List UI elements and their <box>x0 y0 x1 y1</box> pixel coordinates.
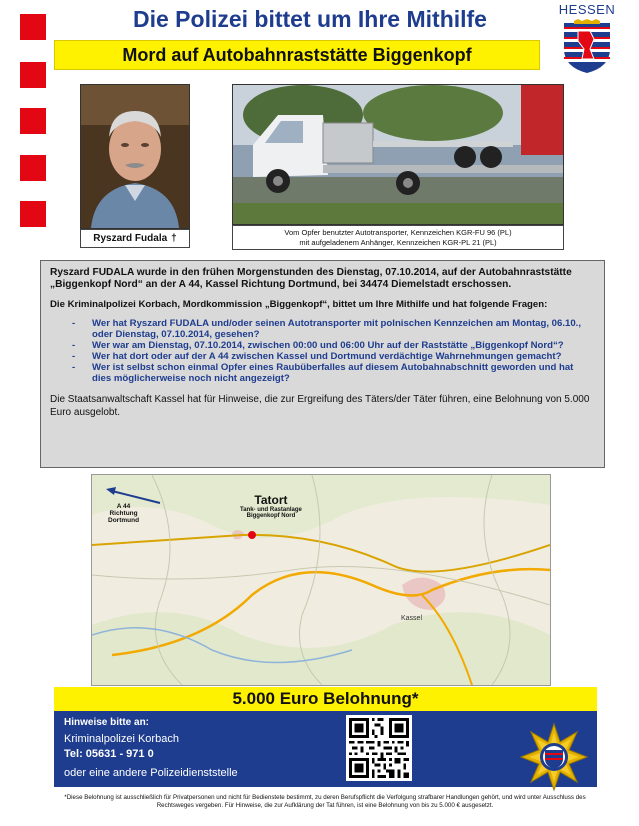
vehicle-caption-line-1: Vom Opfer benutzter Autotransporter, Kennzeichen KGR-FU 96 (PL) <box>284 228 512 237</box>
map-city-label: Kassel <box>401 615 423 622</box>
qr-code-icon[interactable] <box>346 715 412 781</box>
list-item: - Wer war am Dienstag, 07.10.2014, zwischen 00:00 und 06:00 Uhr auf der Raststätte „Biggenkopf Nord“? <box>72 340 595 351</box>
reward-banner <box>54 687 597 711</box>
contact-hint: Hinweise bitte an: <box>64 717 150 728</box>
vehicle-caption-line-2: mit aufgeladenem Anhänger, Kennzeichen KGR-PL 21 (PL) <box>299 238 497 247</box>
subtitle-text: Mord auf Autobahnraststätte Biggenkopf <box>122 44 472 65</box>
crime-scene-label <box>240 493 302 519</box>
portrait-image <box>81 85 189 228</box>
contact-phone[interactable]: Tel: 05631 - 971 0 <box>64 748 154 760</box>
red-square-decoration <box>20 155 46 181</box>
case-description-box <box>40 260 605 468</box>
vehicle-caption <box>232 225 564 250</box>
police-star-icon <box>519 722 589 792</box>
location-map <box>91 474 551 686</box>
case-summary: Ryszard FUDALA wurde in den frühen Morgenstunden des Dienstag, 07.10.2014, auf der Autobahnraststätte „Biggenkopf Nord“ an der A 44, Kassel Richtung Dortmund, bei 34474 Diemelstadt erschossen. <box>50 267 572 290</box>
page-title: Die Polizei bittet um Ihre Mithilfe <box>133 6 487 32</box>
death-cross-icon: † <box>171 233 177 244</box>
question-list <box>72 318 595 384</box>
reward-text: 5.000 Euro Belohnung* <box>232 689 419 708</box>
hessen-lion-icon <box>560 19 614 75</box>
map-image <box>92 475 550 685</box>
map-direction-label: A 44 Richtung Dortmund <box>108 503 140 524</box>
list-item: - Wer hat dort oder auf der A 44 zwischen Kassel und Dortmund verdächtige Wahrnehmungen gemacht? <box>72 351 595 362</box>
appeal-text: Die Kriminalpolizei Korbach, Mordkommission „Biggenkopf“, bittet um Ihre Mithilfe und hat folgende Fragen: <box>50 299 548 310</box>
red-square-decoration <box>20 14 46 40</box>
red-square-decoration <box>20 62 46 88</box>
subtitle-banner <box>54 40 540 70</box>
red-square-decoration <box>20 108 46 134</box>
vehicle-photo <box>232 84 564 225</box>
list-item: - Wer ist selbst schon einmal Opfer eines Raubüberfalles auf diesem Autobahnabschnitt geworden und hat dies möglicherweise noch nicht angezeigt? <box>72 362 595 384</box>
crime-scene-line-1: Tank- und Rastanlage <box>240 507 302 513</box>
contact-other-stations: oder eine andere Polizeidienststelle <box>64 767 238 779</box>
victim-name-caption <box>80 229 190 248</box>
hessen-label: HESSEN <box>558 2 616 17</box>
reward-footnote: *Diese Belohnung ist ausschließlich für Privatpersonen und nicht für Bedienstete bestimmt, zu deren Berufspflicht die Verfolgung strafbarer Handlungen gehört, und wird unter Ausschluss des Rechtsweges vergeben. Für Hinweise, die zur Aufklärung der Tat führen, ist eine Belohnung von bis zu 5.000 € ausgesetzt. <box>64 794 586 809</box>
car-transporter-image <box>233 85 563 224</box>
list-item: - Wer hat Ryszard FUDALA und/oder seinen Autotransporter mit polnischen Kennzeichen am Montag, 06.10., oder Dienstag, 07.10.2014, gesehen? <box>72 318 595 340</box>
contact-office: Kriminalpolizei Korbach <box>64 733 179 745</box>
crime-scene-title: Tatort <box>254 493 288 507</box>
reward-notice: Die Staatsanwaltschaft Kassel hat für Hinweise, die zur Ergreifung des Täters/der Täter führen, eine Belohnung von 5.000 Euro ausgelobt. <box>50 394 590 418</box>
hessen-logo <box>552 2 622 80</box>
crime-scene-marker <box>248 531 256 539</box>
victim-photo <box>80 84 190 229</box>
contact-box <box>54 711 597 787</box>
victim-name: Ryszard Fudala <box>93 233 168 244</box>
crime-scene-line-2: Biggenkopf Nord <box>246 513 296 519</box>
red-square-decoration <box>20 201 46 227</box>
